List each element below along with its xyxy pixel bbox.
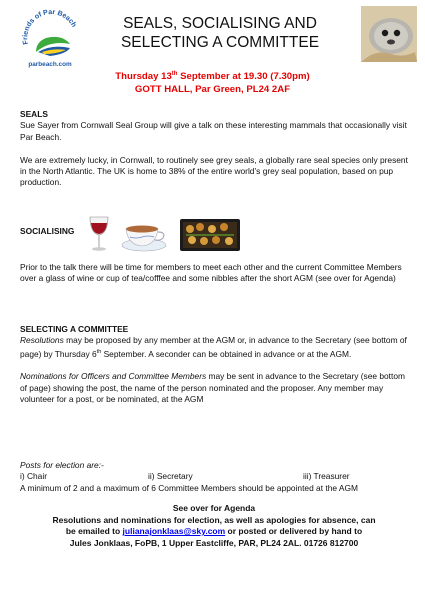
svg-text:parbeach.com: parbeach.com (28, 61, 72, 68)
footer-agenda-note: See over for Agenda (172, 503, 256, 513)
resolutions-lead: Resolutions (20, 335, 64, 346)
footer (20, 503, 408, 549)
post-secretary: ii) Secretary (148, 471, 193, 482)
nominations-lead: Nominations for Officers and Committee Members (20, 371, 207, 382)
nibbles-icon (180, 219, 240, 251)
footer-line-3-pre: be emailed to (65, 526, 123, 537)
footer-line-3 (20, 526, 408, 538)
event-date-main: Thursday 13 (115, 71, 172, 83)
posts-section (20, 460, 408, 494)
footer-line-3-post: or posted or delivered by hand to (225, 526, 363, 537)
page-title (82, 14, 358, 52)
socialising-section (20, 262, 408, 285)
event-date-rest: September at 19.30 (7.30pm) (177, 71, 310, 83)
resolutions-para (20, 335, 408, 360)
svg-text:Friends of Par Beach: Friends of Par Beach (22, 9, 78, 45)
event-venue: GOTT HALL, Par Green, PL24 2AF (134, 83, 291, 95)
resolutions-ordinal: th (96, 348, 102, 355)
posts-list (20, 471, 408, 482)
event-date-ordinal: th (171, 71, 178, 77)
footer-line-2: Resolutions and nominations for election, as well as apologies for absence, can (52, 514, 376, 525)
friends-of-par-beach-logo (20, 4, 80, 70)
socialising-para: Prior to the talk there will be time for members to meet each other and the current Committee Members over a glass of wine or cup of tea/cofffee and some nibbles after the short AGM (see over for Agenda) (20, 262, 402, 284)
wine-glass-icon (90, 217, 108, 251)
title-line-2: SELECTING A COMMITTEE (120, 34, 320, 51)
footer-address: Jules Jonklaas, FoPB, 1 Upper Eastcliffe, PAR, PL24 2AL. 01726 812700 (69, 537, 359, 548)
post-treasurer: iii) Treasurer (303, 471, 350, 482)
title-line-1: SEALS, SOCIALISING AND (123, 15, 317, 32)
tea-cup-icon (122, 226, 166, 252)
seal-photo (361, 6, 417, 62)
committee-section (20, 324, 408, 406)
nominations-text: may be sent in advance to the Secretary (see bottom of page) showing the post, the name of the person nominated and the proposer. Any member may volunteer for a post, or be nominated, at the AGM (20, 371, 405, 405)
post-chair: i) Chair (20, 471, 47, 482)
socialising-heading: SOCIALISING (20, 226, 75, 236)
contact-email-link[interactable]: julianajonklaas@sky.com (122, 526, 226, 537)
event-date (40, 68, 385, 84)
seals-para-1: Sue Sayer from Cornwall Seal Group will give a talk on these interesting mammals that occasionally visit Par Beach. (20, 120, 407, 142)
seals-section (20, 109, 408, 189)
committee-heading: SELECTING A COMMITTEE (20, 324, 129, 334)
seals-heading: SEALS (20, 109, 48, 119)
resolutions-text: may be proposed by any member at the AGM or, in advance to the Secretary (see bottom of page) by Thursday 6 (20, 335, 407, 359)
posts-heading: Posts for election are:- (20, 460, 104, 470)
event-details (40, 68, 385, 96)
committee-minmax: A minimum of 2 and a maximum of 6 Committee Members should be appointed at the AGM (20, 482, 358, 493)
refreshment-icons (88, 215, 248, 255)
resolutions-text-end: September. A seconder can be obtained in advance or at the AGM. (101, 348, 352, 359)
seals-para-2: We are extremely lucky, in Cornwall, to routinely see grey seals, a globally rare seal species only present in the North Atlantic. The UK is home to 38% of the entire world’s grey seal population, based on pup production. (20, 154, 408, 188)
nominations-para (20, 371, 408, 405)
